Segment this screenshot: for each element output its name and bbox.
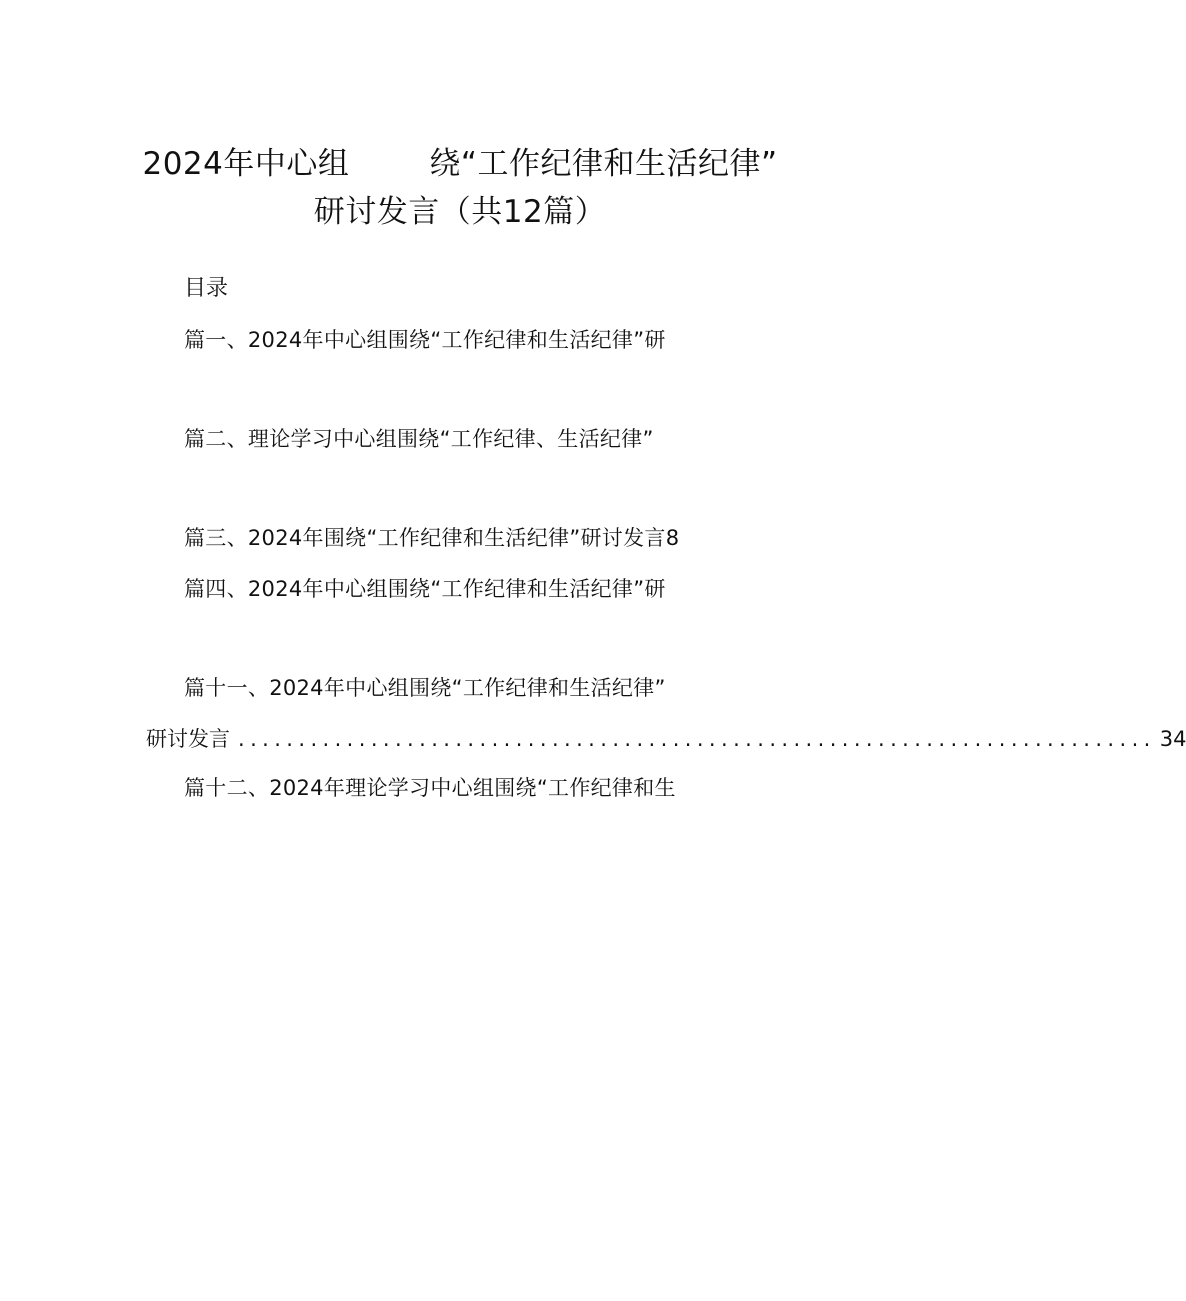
title-line-2: 研讨发言（共12篇） [313, 194, 607, 230]
toc-entry-4: 篇四、2024年中心组围绕“工作纪律和生活纪律”研 [184, 577, 666, 601]
toc-entry-3: 篇三、2024年围绕“工作纪律和生活纪律”研讨发言8 [184, 526, 680, 550]
title-line-1 [0, 140, 920, 188]
toc-heading: 目录 [184, 276, 229, 301]
toc-entry-1: 篇一、2024年中心组围绕“工作纪律和生活纪律”研 [184, 328, 666, 352]
document-title [0, 140, 920, 236]
title-line-1-part-2: 绕“工作纪律和生活纪律” [429, 146, 778, 182]
title-line-1-part-1: 2024年中心组 [142, 146, 350, 182]
toc-entry-12: 篇十二、2024年理论学习中心组围绕“工作纪律和生 [184, 776, 676, 800]
toc-entry-label: 研讨发言 [146, 727, 230, 751]
toc-dot-leader: ............................................................................ [238, 727, 1156, 751]
toc-entry-11: 篇十一、2024年中心组围绕“工作纪律和生活纪律” [184, 676, 666, 700]
toc-entry-2: 篇二、理论学习中心组围绕“工作纪律、生活纪律” [184, 427, 654, 451]
toc-page-number: 34 [1159, 727, 1186, 751]
toc-entry-11-continuation [146, 724, 1186, 754]
